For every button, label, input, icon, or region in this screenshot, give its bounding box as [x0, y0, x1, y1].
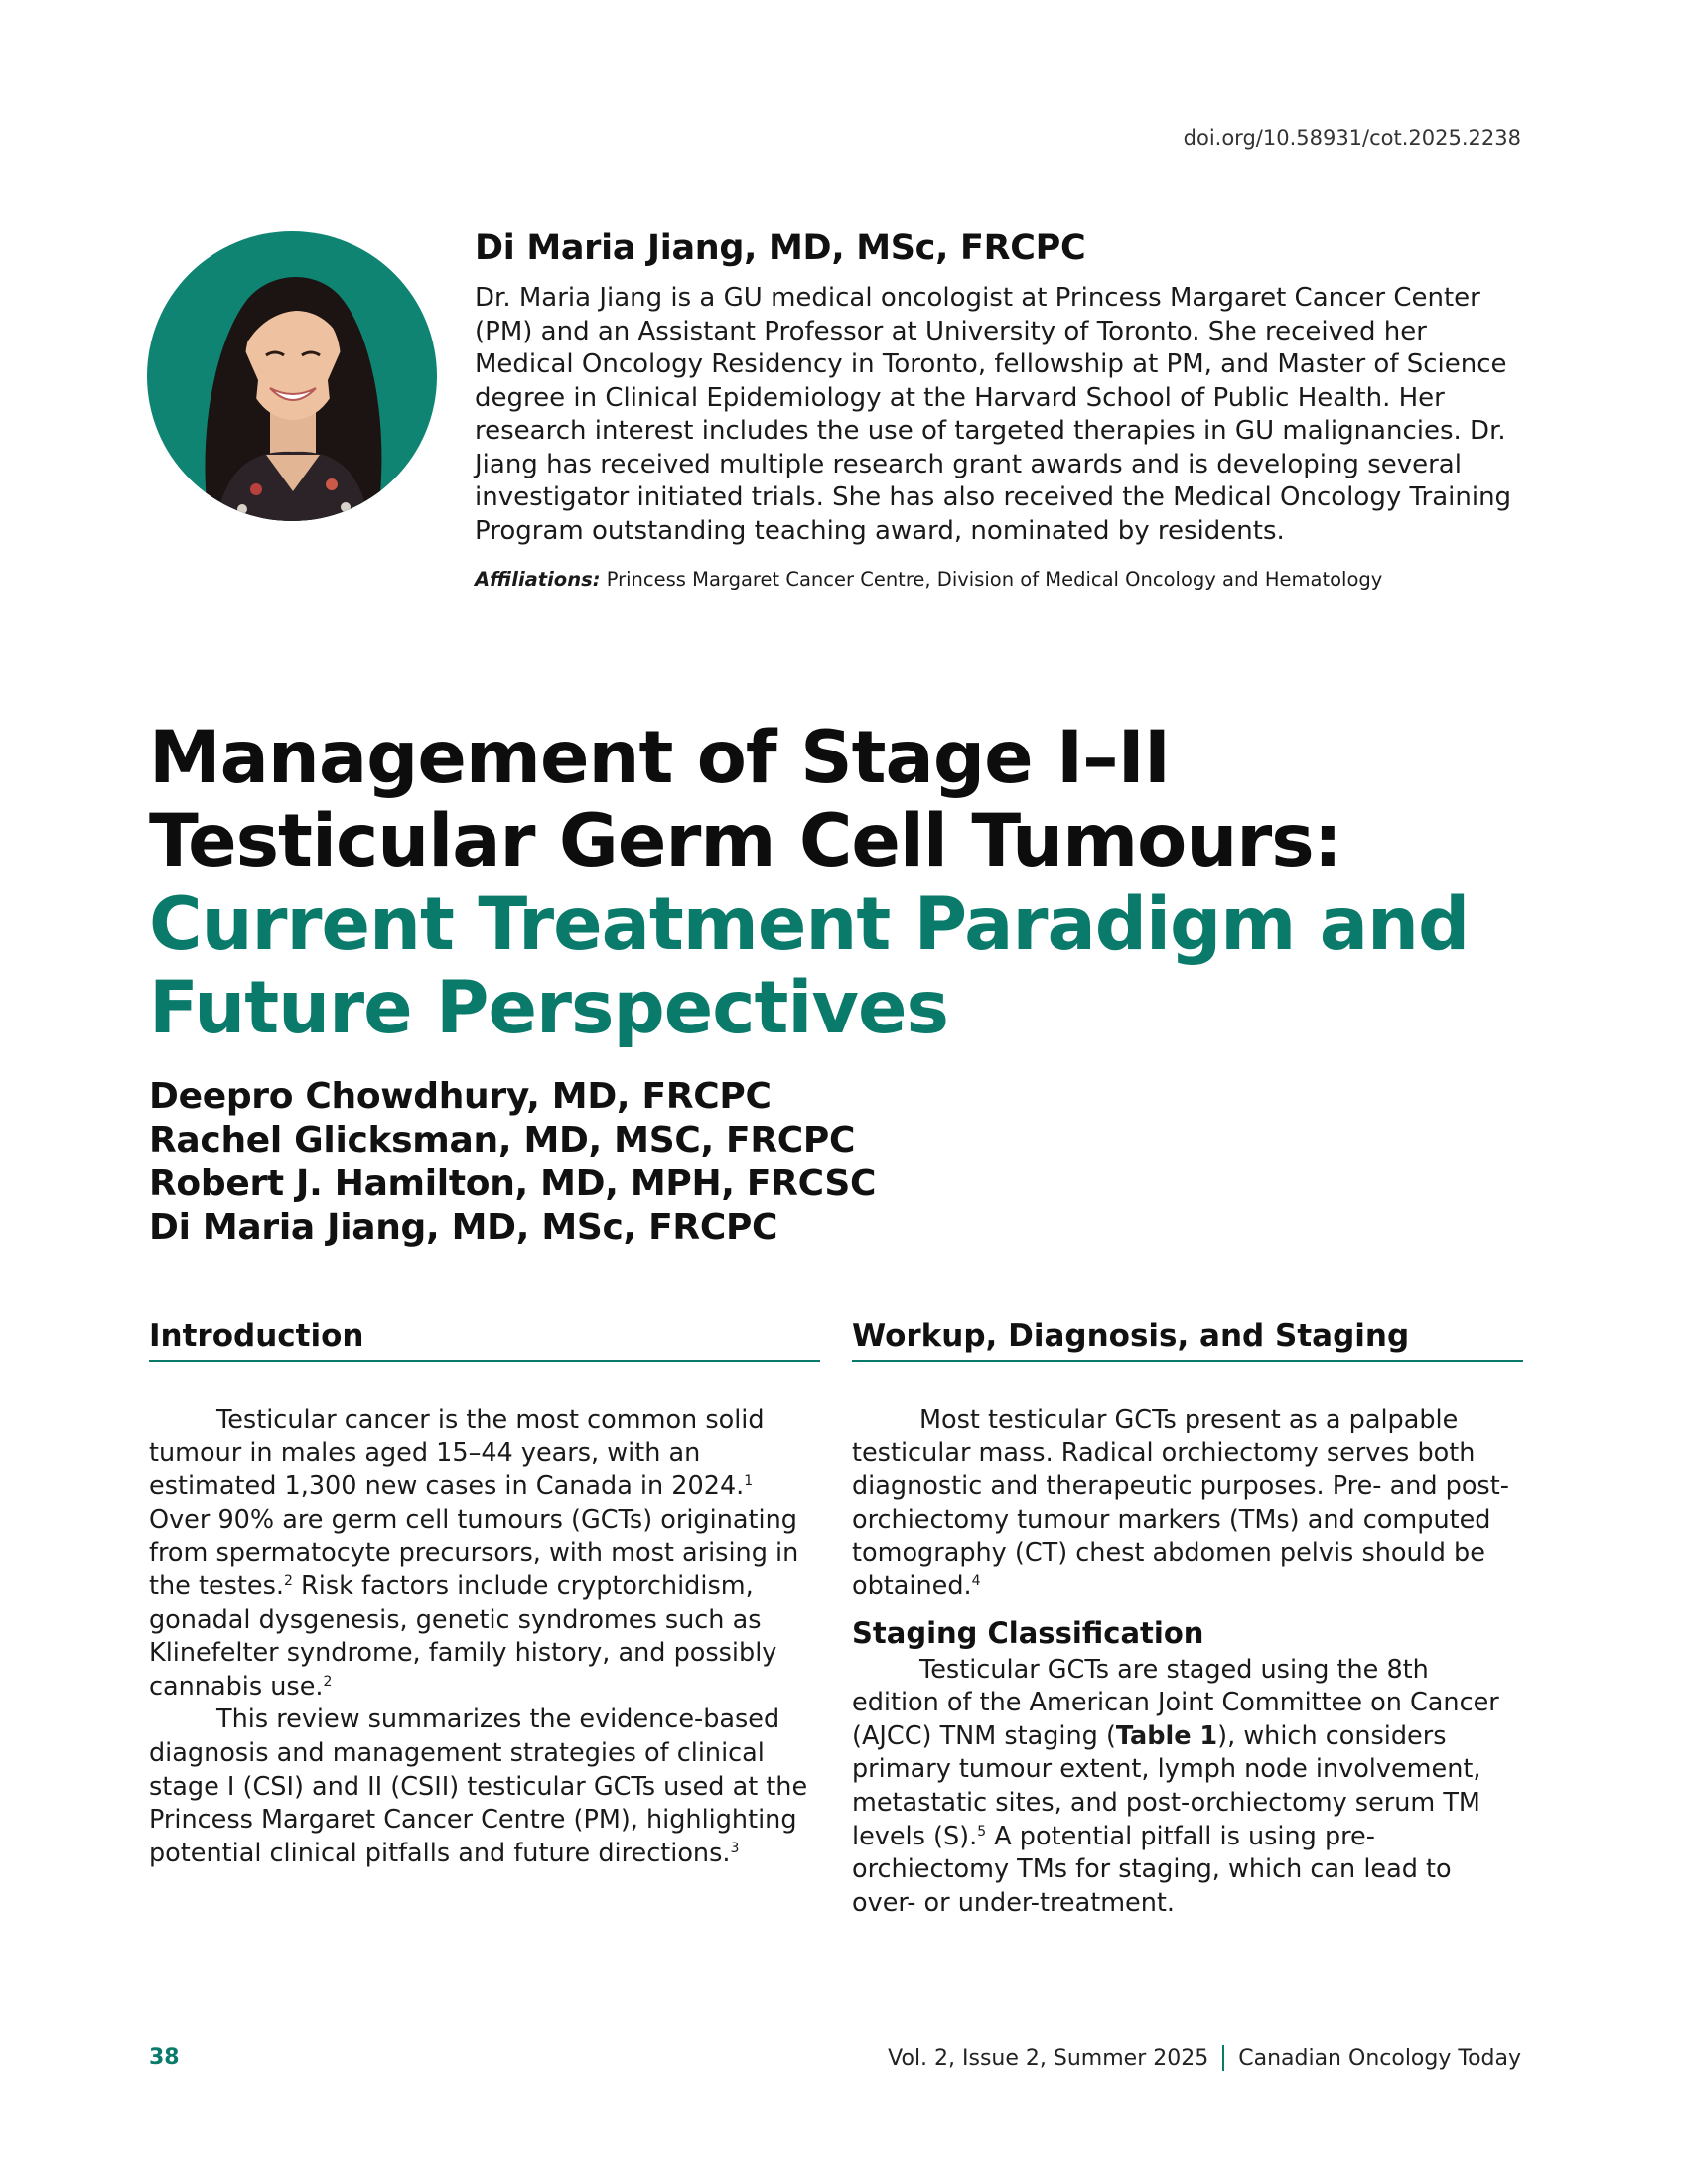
workup-section — [852, 1318, 1523, 1920]
staging-heading: Staging Classification — [852, 1615, 1204, 1650]
staging-paragraph — [852, 1654, 1523, 1921]
affiliations — [475, 568, 1527, 591]
workup-heading: Workup, Diagnosis, and Staging — [852, 1318, 1523, 1362]
text-run: Risk factors include cryptorchidism, gonadal dysgenesis, genetic syndromes such as Klinefelter syndrome, family history, and possibly cannabis use. — [149, 1570, 777, 1702]
author-item: Deepro Chowdhury, MD, FRCPC — [149, 1076, 772, 1117]
author-photo — [147, 231, 437, 521]
journal-name: Canadian Oncology Today — [1238, 2045, 1521, 2071]
citation-ref[interactable]: 5 — [977, 1823, 987, 1840]
workup-paragraph-1 — [852, 1404, 1523, 1604]
text-run: Testicular cancer is the most common solid tumour in males aged 15–44 years, with an estimated 1,300 new cases in Canada in 2024. — [149, 1405, 765, 1502]
doi-link[interactable]: doi.org/10.58931/cot.2025.2238 — [1183, 126, 1521, 150]
citation-ref[interactable]: 3 — [730, 1840, 740, 1856]
affiliations-label: Affiliations: — [475, 568, 601, 591]
article-title — [149, 717, 1559, 1050]
intro-paragraph-1 — [149, 1404, 820, 1704]
intro-paragraph-2 — [149, 1704, 820, 1870]
author-item: Di Maria Jiang, MD, MSc, FRCPC — [149, 1207, 778, 1248]
citation-ref[interactable]: 4 — [971, 1572, 981, 1589]
footer-journal — [888, 2045, 1521, 2071]
footer-divider — [1222, 2045, 1224, 2071]
author-portrait-icon — [147, 231, 437, 521]
bio-text: Dr. Maria Jiang is a GU medical oncologist at Princess Margaret Cancer Center (PM) and an Assistant Professor at University of Toronto. She received her Medical Oncology Residency in Toronto, fellowship at PM, and Master of Science degree in Clinical Epidemiology at the Harvard School of Public Health. Her research interest includes the use of targeted therapies in GU malignancies. Dr. Jiang has received multiple research grant awards and is developing several investigator initiated trials. She has also received the Medical Oncology Training Program outstanding teaching award, nominated by residents. — [475, 283, 1512, 546]
table-ref-link[interactable]: Table 1 — [1115, 1720, 1218, 1751]
title-main: Management of Stage I–II Testicular Germ Cell Tumours: — [149, 716, 1341, 884]
text-run: Most testicular GCTs present as a palpable testicular mass. Radical orchiectomy serves both diagnostic and therapeutic purposes. Pre- and post-orchiectomy tumour markers (TMs) and computed tomography (CT) chest abdomen pelvis should be obtained. — [852, 1405, 1509, 1601]
author-item: Rachel Glicksman, MD, MSC, FRCPC — [149, 1120, 856, 1160]
text-run: A potential pitfall is using pre-orchiectomy TMs for staging, which can lead to over- or under-treatment. — [852, 1821, 1452, 1918]
affiliations-text: Princess Margaret Cancer Centre, Division of Medical Oncology and Hematology — [606, 568, 1383, 591]
text-run: This review summarizes the evidence-based diagnosis and management strategies of clinical stage I (CSI) and II (CSII) testicular GCTs used at the Princess Margaret Cancer Centre (PM), highlighting potential clinical pitfalls and future directions. — [149, 1705, 808, 1868]
bio-name: Di Maria Jiang, MD, MSc, FRCPC — [475, 228, 1086, 268]
introduction-heading: Introduction — [149, 1318, 820, 1362]
text-run: ), which considers primary tumour extent, lymph node involvement, metastatic sites, and post-orchiectomy serum TM levels (S). — [852, 1720, 1481, 1851]
author-bio — [475, 228, 1527, 591]
text-run: Over 90% are germ cell tumours (GCTs) originating from spermatocyte precursors, with most arising in the testes. — [149, 1504, 799, 1601]
title-accent: Current Treatment Paradigm and Future Perspectives — [149, 883, 1470, 1050]
author-list — [149, 1075, 876, 1250]
citation-ref[interactable]: 1 — [744, 1473, 754, 1490]
author-item: Robert J. Hamilton, MD, MPH, FRCSC — [149, 1163, 877, 1204]
issue-info: Vol. 2, Issue 2, Summer 2025 — [888, 2045, 1209, 2071]
page-number: 38 — [149, 2045, 180, 2070]
introduction-section — [149, 1318, 820, 1870]
text-run: Testicular GCTs are staged using the 8th edition of the American Joint Committee on Cancer (AJCC) TNM staging ( — [852, 1654, 1499, 1751]
citation-ref[interactable]: 2 — [323, 1673, 333, 1690]
citation-ref[interactable]: 2 — [284, 1572, 293, 1589]
